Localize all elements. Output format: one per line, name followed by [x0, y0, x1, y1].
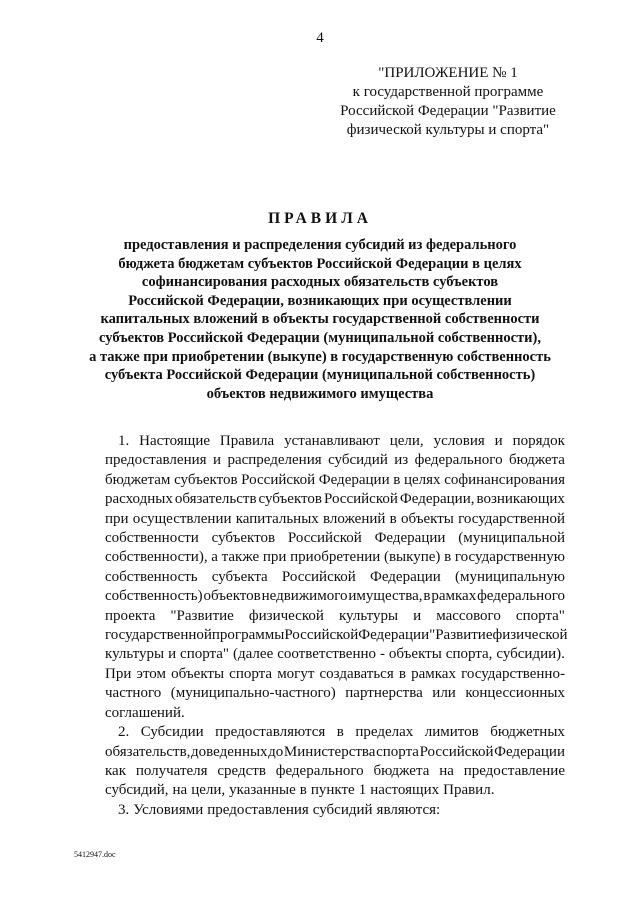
body-word: в — [336, 724, 344, 741]
body-line — [105, 568, 565, 587]
body-word: условия — [433, 433, 485, 449]
body-word: Российской — [241, 471, 316, 488]
body-word: Российской — [287, 530, 362, 547]
body-word: соглашений. — [105, 704, 185, 721]
body-word: являются: — [376, 801, 441, 818]
body-word: Настоящие — [139, 433, 211, 449]
body-word: спорта — [376, 743, 419, 760]
body-word: осуществлении — [132, 510, 232, 527]
body-word: цели, — [389, 433, 424, 449]
body-word: при — [105, 510, 129, 527]
body-word: в — [398, 665, 406, 682]
appendix-header — [318, 64, 578, 140]
body-word: Федерации — [318, 471, 390, 488]
body-word: из — [394, 452, 409, 469]
body-word: - — [379, 646, 385, 663]
body-word: а — [211, 549, 218, 566]
appendix-line: физической культуры и спорта" — [346, 122, 550, 138]
body-word: Федерации — [358, 627, 430, 644]
body-word: Условиями — [133, 801, 204, 818]
body-word: Российской — [284, 627, 359, 644]
body-word: субсидий, — [105, 782, 169, 799]
body-word: получателя — [135, 762, 208, 779]
body-word: При — [105, 665, 132, 682]
body-word: Федерации — [369, 568, 441, 585]
body-word: предоставляются — [215, 724, 326, 741]
body-line — [105, 704, 565, 723]
body-word: вложений — [323, 510, 386, 527]
body-word: цели, — [191, 782, 226, 799]
body-word: капитальных — [235, 510, 319, 527]
body-word: Российской — [281, 568, 356, 585]
body-word: и — [168, 646, 177, 663]
body-word: бюджета — [373, 762, 430, 779]
body-word: в — [299, 782, 307, 799]
body-word: федерального — [275, 762, 364, 779]
body-word: субсидий — [312, 801, 373, 818]
body-line — [105, 471, 565, 490]
subtitle-line: софинансирования расходных обязательств субъектов — [141, 274, 499, 291]
body-line — [105, 510, 565, 529]
body-line — [105, 684, 565, 703]
body-word: собственности), — [105, 549, 208, 566]
body-word: порядок — [512, 433, 565, 449]
document-title: ПРАВИЛА — [268, 210, 372, 227]
body-word: недвижимого — [261, 588, 348, 605]
body-word: распределения — [227, 452, 322, 469]
body-word: предоставления — [207, 801, 309, 818]
body-word: предоставления — [105, 452, 207, 469]
body-word: в — [423, 588, 431, 605]
body-word: рамках — [431, 588, 477, 605]
body-line — [105, 645, 565, 664]
body-word: спорта, — [445, 646, 493, 663]
body-word: и — [413, 607, 422, 624]
body-word: возникающих — [476, 491, 565, 508]
appendix-line: Российской Федерации "Развитие — [340, 103, 556, 119]
body-word: (далее — [233, 646, 274, 663]
body-word: "Развитие — [429, 627, 493, 644]
body-word: Правила — [219, 433, 275, 449]
body-word: в — [389, 510, 397, 527]
body-word: Федерации, — [399, 491, 475, 508]
body-word: (муниципальную — [454, 568, 565, 585]
body-word: Федерации — [374, 530, 446, 547]
body-line — [105, 451, 565, 470]
body-word: государственную — [454, 549, 565, 566]
body-line — [105, 607, 565, 626]
body-word: государственной — [458, 510, 565, 527]
body-word: частного — [105, 685, 162, 702]
subtitle-line: субъекта Российской Федерации (муниципальной собственность) — [104, 367, 536, 384]
body-word: бюджета — [509, 452, 565, 469]
body-word: обязательств — [174, 491, 257, 508]
body-word: государственно- — [461, 665, 565, 682]
body-word: федерального — [477, 588, 565, 605]
body-word: указанные — [229, 782, 296, 799]
body-word: субсидии). — [496, 646, 565, 663]
body-word: пределах — [355, 724, 414, 741]
body-word: Субсидии — [140, 724, 204, 741]
body-word: как — [105, 762, 127, 779]
body-line — [105, 587, 565, 606]
body-word: (выкупе) — [383, 549, 441, 566]
body-word: субъектов — [258, 491, 322, 508]
body-word: до — [268, 743, 284, 760]
body-word: при — [262, 549, 287, 566]
body-word: массового — [436, 607, 501, 624]
body-word: Правил. — [443, 782, 495, 799]
body-word: создаваться — [319, 665, 394, 682]
body-word: спорта" — [180, 646, 230, 663]
body-word: субъекта — [211, 568, 268, 585]
body-word: Министерства — [283, 743, 376, 760]
body-word: объектов — [203, 588, 261, 605]
body-word: физической — [248, 607, 324, 624]
subtitle-line: объектов недвижимого имущества — [206, 385, 434, 402]
body-word: объекты — [171, 665, 225, 682]
body-word: субъектов — [174, 471, 238, 488]
body-word: настоящих — [370, 782, 440, 799]
body-word: бюджетам — [105, 471, 171, 488]
body-word: имущества, — [348, 588, 423, 605]
appendix-line: "ПРИЛОЖЕНИЕ № 1 — [378, 65, 518, 81]
body-word: соответственно — [277, 646, 377, 663]
body-line — [105, 762, 565, 781]
body-word: объекты — [400, 510, 454, 527]
body-word: устанавливают — [284, 433, 380, 449]
body-word: приобретении — [290, 549, 381, 566]
body-word: 1. — [118, 433, 130, 449]
body-text — [105, 432, 568, 820]
body-word: или — [432, 685, 456, 702]
body-line — [105, 781, 565, 800]
body-line — [105, 626, 568, 645]
body-word: доведенных — [191, 743, 268, 760]
body-word: спорта" — [515, 607, 565, 624]
body-word: пункте — [310, 782, 355, 799]
body-line — [105, 743, 565, 762]
body-word: бюджетных — [490, 724, 565, 741]
body-word: (муниципально-частного) — [170, 685, 336, 702]
body-line — [105, 665, 565, 684]
body-line — [105, 723, 565, 742]
body-word: в — [444, 549, 452, 566]
body-line — [105, 529, 565, 548]
body-word: концессионных — [465, 685, 565, 702]
body-word: физической — [492, 627, 568, 644]
body-word: культуры — [338, 607, 399, 624]
body-word: на — [172, 782, 188, 799]
body-word: софинансирования — [444, 471, 565, 488]
body-word: собственности — [105, 530, 199, 547]
body-word: средств — [217, 762, 266, 779]
body-word: Федерации — [494, 743, 565, 760]
body-line — [105, 548, 565, 567]
body-word: государственной — [105, 627, 212, 644]
body-word: программы — [211, 627, 285, 644]
subtitle-line: капитальных вложений в объекты государственной собственности — [100, 311, 540, 328]
body-word: 3. — [118, 801, 130, 818]
body-line — [105, 432, 565, 451]
body-word: и — [212, 452, 221, 469]
body-word: спорта — [229, 665, 273, 682]
body-word: на — [439, 762, 454, 779]
subtitle-line: Российской Федерации, возникающих при осуществлении — [128, 292, 512, 309]
body-word: федерального — [414, 452, 503, 469]
body-word: предоставление — [463, 762, 565, 779]
body-word: Российской — [419, 743, 494, 760]
body-word: собственность) — [105, 588, 203, 605]
body-word: культуры — [105, 646, 165, 663]
body-word: этом — [136, 665, 167, 682]
body-word: Российской — [323, 491, 398, 508]
body-word: расходных — [105, 491, 173, 508]
body-word: также — [221, 549, 260, 566]
subtitle-line: а также при приобретении (выкупе) в государственную собственность — [89, 348, 551, 365]
body-word: могут — [277, 665, 315, 682]
body-word: обязательств, — [105, 743, 191, 760]
body-word: 1 — [358, 782, 367, 799]
subtitle-line: бюджета бюджетам субъектов Российской Федерации в целях — [118, 255, 522, 272]
body-word: рамках — [411, 665, 456, 682]
body-line — [105, 490, 565, 509]
body-word: субсидий — [328, 452, 388, 469]
body-word: собственность — [105, 568, 198, 585]
body-line — [105, 801, 565, 820]
body-word: проекта — [105, 607, 156, 624]
body-word: лимитов — [424, 724, 479, 741]
document-subtitle — [0, 236, 640, 403]
body-word: (муниципальной — [458, 530, 565, 547]
body-word: в — [393, 471, 401, 488]
body-word: партнерства — [345, 685, 423, 702]
body-word: "Развитие — [170, 607, 234, 624]
body-word: объекты — [388, 646, 442, 663]
appendix-line: к государственной программе — [352, 84, 544, 100]
body-word: целях — [403, 471, 441, 488]
body-word: субъектов — [211, 530, 276, 547]
body-word: и — [494, 433, 503, 449]
body-word: 2. — [118, 724, 130, 741]
page-number: 4 — [316, 30, 324, 46]
subtitle-line: субъектов Российской Федерации (муниципальной собственности), — [99, 329, 541, 346]
subtitle-line: предоставления и распределения субсидий из федерального — [123, 237, 517, 253]
file-reference: 5412947.doc — [74, 850, 116, 859]
